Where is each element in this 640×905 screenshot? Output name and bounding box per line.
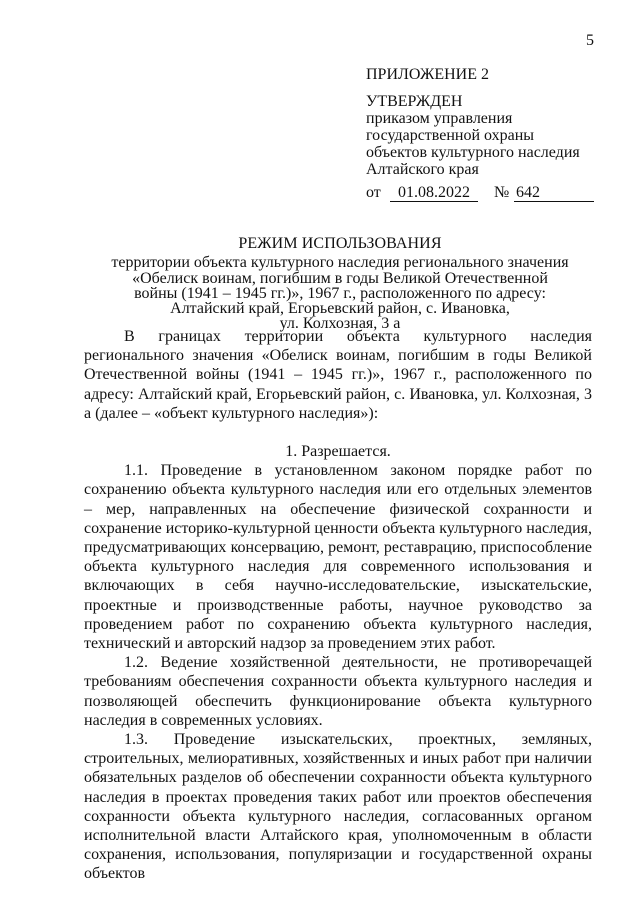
- heading-line: «Обелиск воинам, погибшим в годы Великой Отечественной: [132, 269, 548, 287]
- heading-line: территории объекта культурного наследия регионального значения: [111, 254, 569, 272]
- document-body: [84, 327, 592, 884]
- order-date: 01.08.2022: [390, 184, 478, 202]
- approved-label: УТВЕРЖДЕН: [366, 93, 463, 110]
- appendix-title: ПРИЛОЖЕНИЕ 2: [366, 66, 490, 83]
- approval-block: [366, 66, 606, 204]
- approval-line: Алтайского края: [366, 161, 479, 178]
- order-number: 642: [514, 184, 594, 202]
- list-item: 1.2. Ведение хозяйственной деятельности, не противоречащей требованиям обеспечения сохранности объекта культурного наследия и позволяющей обеспечить функционирование объекта культурного наследия в современных условиях.: [84, 654, 592, 729]
- approval-line: приказом управления: [366, 110, 513, 127]
- page-number: 5: [586, 32, 594, 49]
- approval-line: объектов культурного наследия: [366, 144, 580, 161]
- heading-title: РЕЖИМ ИСПОЛЬЗОВАНИЯ: [238, 235, 442, 252]
- intro-paragraph: В границах территории объекта культурного наследия регионального значения «Обелиск воинам, погибшим в годы Великой Отечественной войны (1941 – 1945 гг.)», 1967 г., расположенного по адресу: Алтайский край, Егорьевский район, с. Ивановка, ул. Колхозная, 3 а (далее – «объект культурного наследия»):: [84, 328, 592, 422]
- number-label: №: [494, 184, 510, 201]
- list-item: 1.1. Проведение в установленном законом порядке работ по сохранению объекта культурного наследия или его отдельных элементов – мер, направленных на обеспечение физической сохранности и сохранение историко-культурной ценности объекта культурного наследия, предусматривающих консервацию, ремонт, реставрацию, приспособление объекта культурного наследия для современного использования и включающих в себя научно-исследовательские, изыскательские, проектные и производственные работы, научное руководство за проведением работ по сохранению объекта культурного наследия, технический и авторский надзор за проведением этих работ.: [84, 462, 592, 653]
- document-heading: [60, 236, 620, 332]
- from-label: от: [366, 184, 381, 201]
- list-item: 1.3. Проведение изыскательских, проектных, земляных, строительных, мелиоративных, хозяйственных и иных работ при наличии обязательных разделов об обеспечении сохранности объекта культурного наследия в проектах проведения таких работ или проектов обеспечения сохранности объекта культурного наследия, согласованных органом исполнительной власти Алтайского края, уполномоченным в области сохранения, использования, популяризации и государственной охраны объектов: [84, 731, 592, 883]
- section-title: 1. Разрешается.: [285, 443, 391, 461]
- heading-line: войны (1941 – 1945 гг.)», 1967 г., расположенного по адресу:: [134, 284, 546, 302]
- heading-line: Алтайский край, Егорьевский район, с. Ивановка,: [170, 300, 510, 318]
- heading-line: ул. Колхозная, 3 а: [279, 315, 401, 333]
- order-line: [366, 184, 606, 204]
- approval-line: государственной охраны: [366, 127, 535, 144]
